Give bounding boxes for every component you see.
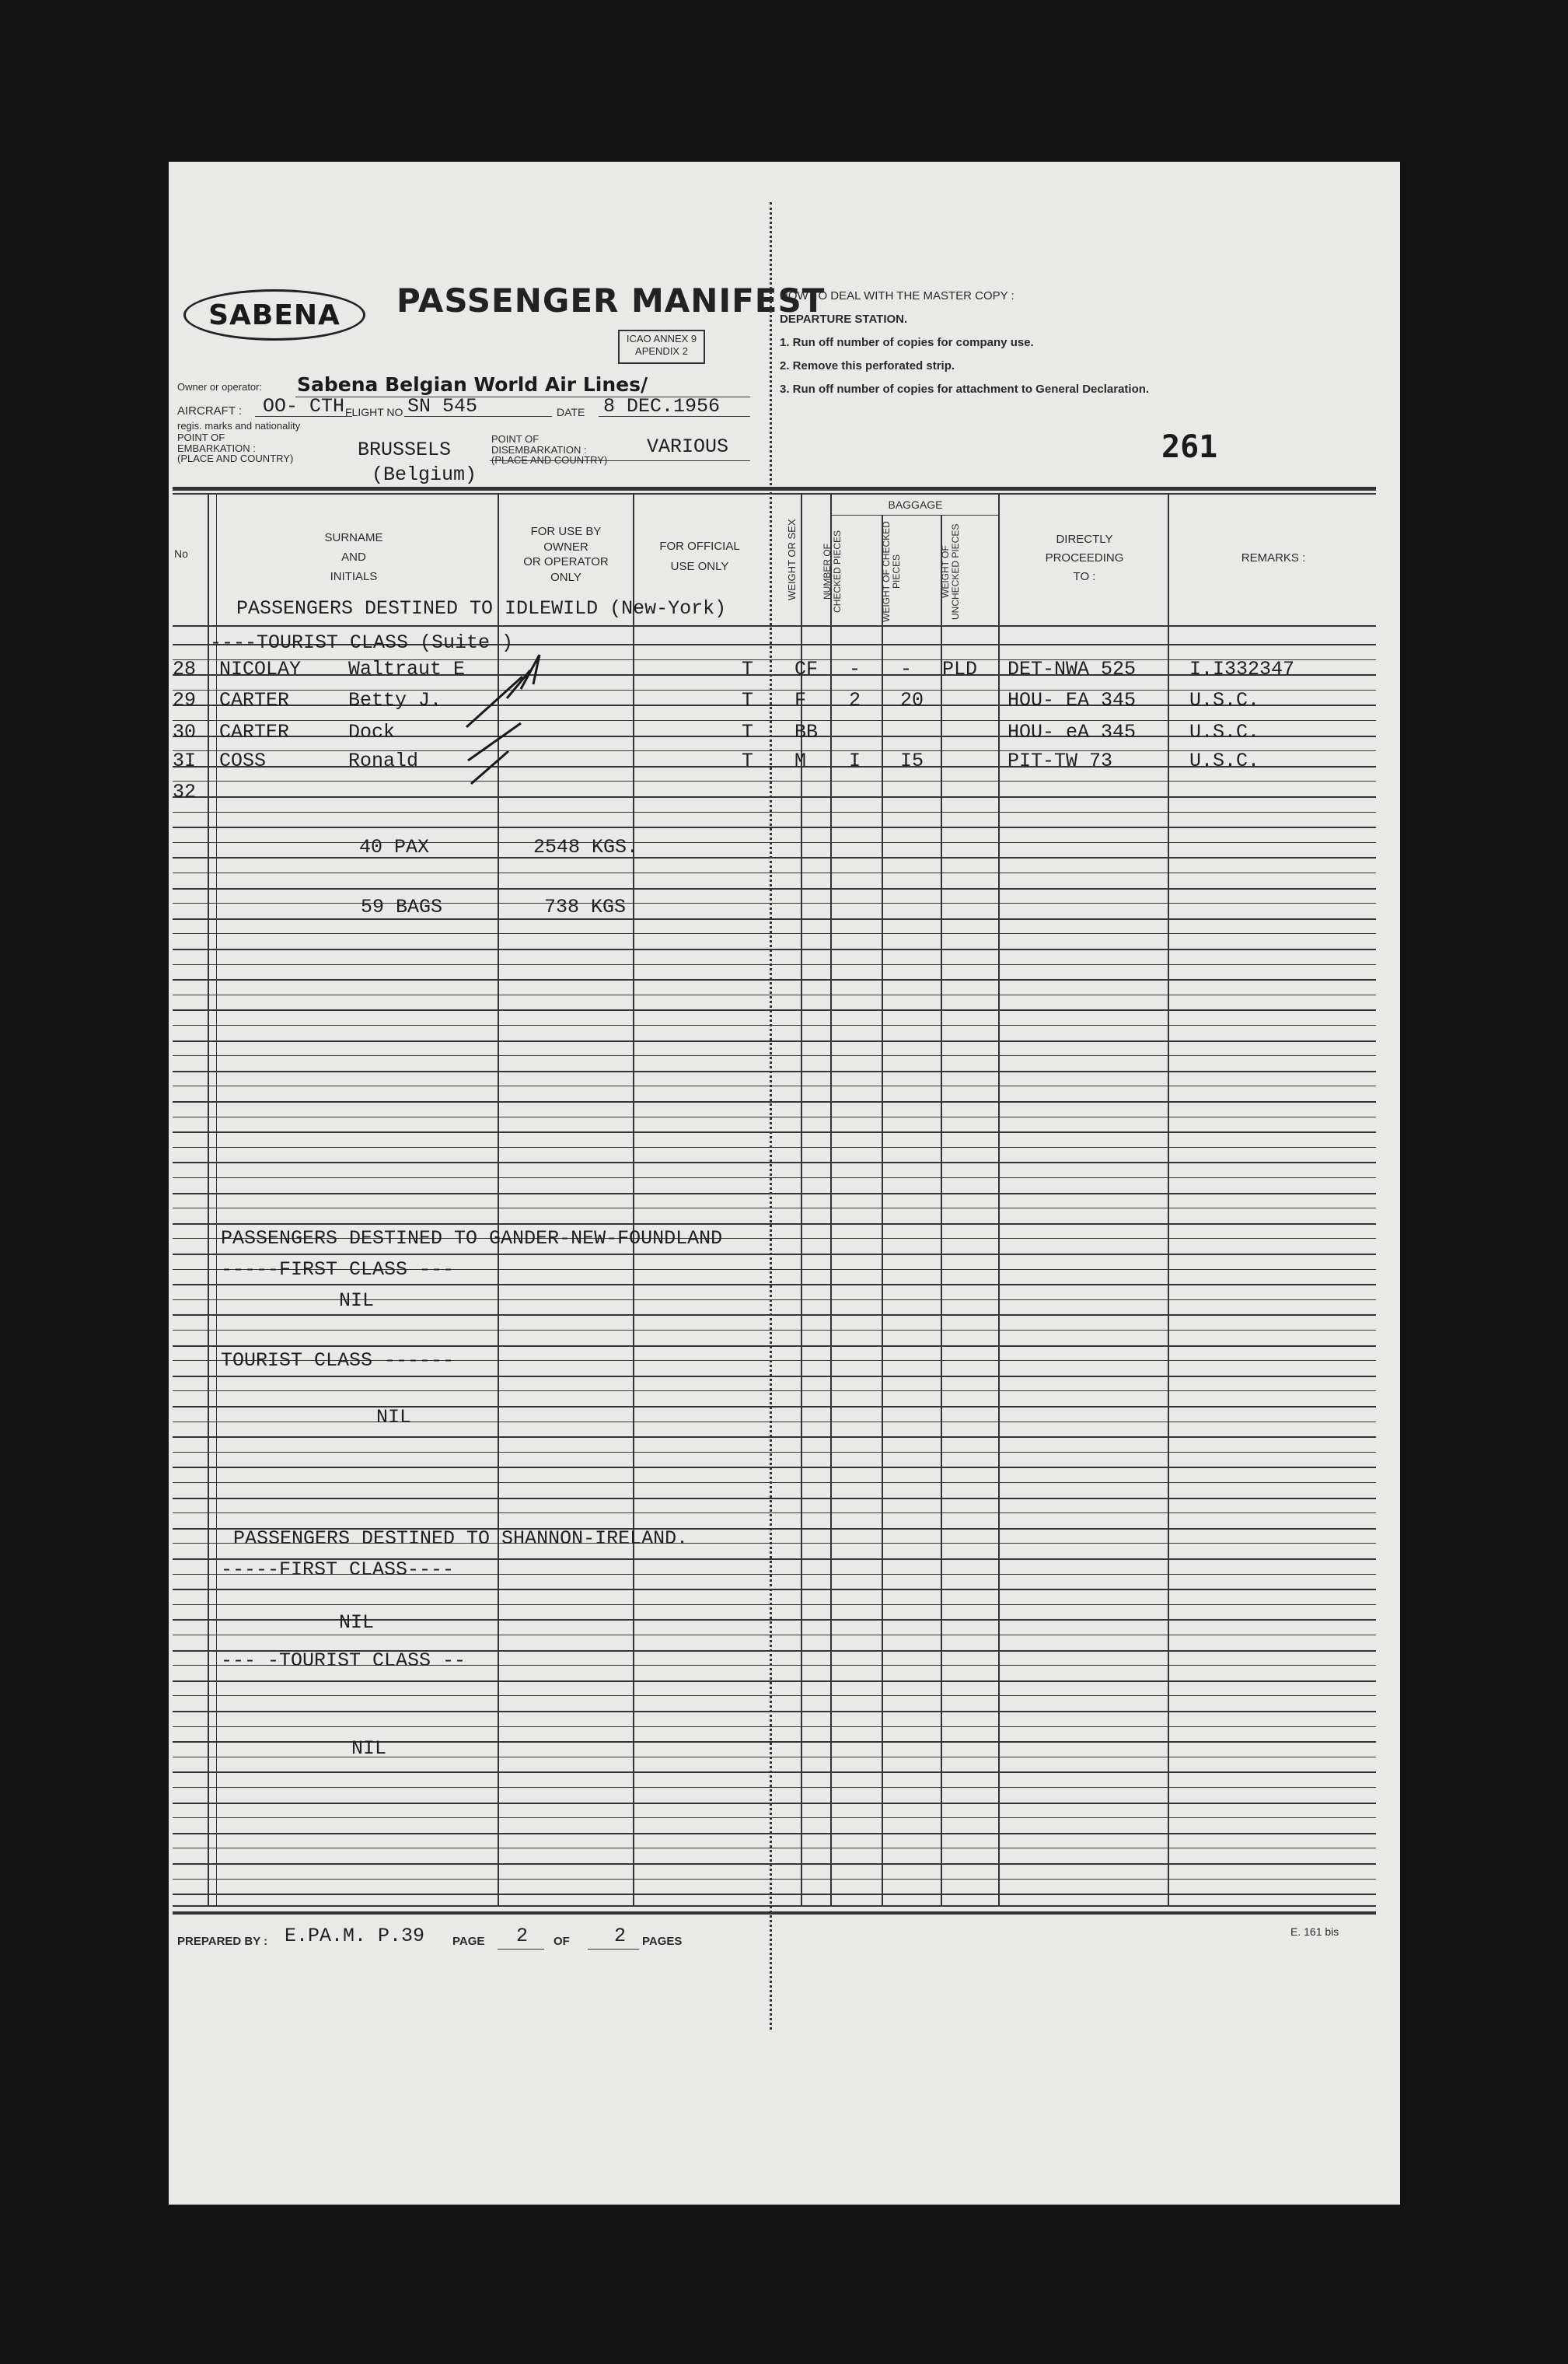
flight-value: SN 545 xyxy=(407,395,478,418)
total-pax: 40 PAX xyxy=(359,836,430,859)
baggage-weight: 20 xyxy=(900,689,924,712)
embark-label-3: (PLACE AND COUNTRY) xyxy=(177,453,294,465)
baggage-sub-rule xyxy=(830,515,998,516)
total-bags: 59 BAGS xyxy=(361,896,443,918)
of-underline xyxy=(588,1949,639,1950)
row-rule xyxy=(173,1147,1376,1148)
disembark-label-3: (PLACE AND COUNTRY) xyxy=(491,454,608,467)
disembark-label-1: POINT OF xyxy=(491,433,540,445)
row-rule xyxy=(173,1894,1376,1895)
of-label: OF xyxy=(554,1935,570,1948)
page-label: PAGE xyxy=(452,1935,485,1948)
perforation-line xyxy=(770,202,772,2030)
row-rule xyxy=(173,964,1376,965)
row-rule xyxy=(173,1833,1376,1834)
col-proceeding-2: PROCEEDING xyxy=(1045,551,1124,565)
table-bottom-rule-2 xyxy=(173,1911,1376,1915)
total-pax-weight: 2548 KGS. xyxy=(533,836,639,859)
col-owner-use-4: ONLY xyxy=(550,570,581,584)
of-value: 2 xyxy=(614,1925,627,1947)
passenger-surname: CARTER xyxy=(219,721,290,743)
passenger-sex: CF xyxy=(794,658,819,680)
shannon-first-nil: NIL xyxy=(339,1611,375,1634)
baggage-weight: - xyxy=(900,658,913,680)
col-no: No xyxy=(174,547,188,560)
embark-value: BRUSSELS xyxy=(358,439,452,461)
document-title: PASSENGER MANIFEST xyxy=(396,282,826,320)
row-rule xyxy=(173,812,1376,813)
row-rule xyxy=(173,1680,1376,1682)
baggage-pieces: - xyxy=(849,658,861,680)
row-rule xyxy=(173,1131,1376,1133)
row-rule xyxy=(173,781,1376,782)
passenger-given-name: Waltraut E xyxy=(348,658,466,680)
col-proceeding-1: DIRECTLY xyxy=(1056,533,1113,546)
row-rule xyxy=(173,1101,1376,1103)
row-rule xyxy=(173,1055,1376,1056)
shannon-heading: PASSENGERS DESTINED TO SHANNON-IRELAND. xyxy=(233,1527,689,1550)
col-surname-2: AND xyxy=(341,550,366,564)
instructions xyxy=(780,285,1149,401)
row-rule xyxy=(173,1376,1376,1377)
passenger-surname: CARTER xyxy=(219,689,290,712)
row-rule xyxy=(173,979,1376,981)
date-underline xyxy=(599,416,750,417)
row-rule xyxy=(173,1467,1376,1468)
aircraft-sublabel: regis. marks and nationality xyxy=(177,420,301,432)
row-rule xyxy=(173,827,1376,828)
row-rule xyxy=(173,1162,1376,1163)
manifest-sheet xyxy=(169,162,1400,2205)
baggage-unchecked: PLD xyxy=(942,658,978,680)
date-label: DATE xyxy=(557,406,585,418)
row-rule xyxy=(173,857,1376,859)
stamp-number: 261 xyxy=(1161,429,1218,465)
row-rule xyxy=(173,1695,1376,1696)
col-surname xyxy=(210,529,498,586)
logo-text: SABENA xyxy=(208,299,340,331)
aircraft-underline xyxy=(255,416,352,417)
col-owner-use xyxy=(499,524,633,585)
passenger-sex: F xyxy=(794,689,807,712)
row-rule xyxy=(173,1436,1376,1438)
passenger-sex: BB xyxy=(794,721,819,743)
passenger-class-mark: T xyxy=(742,658,754,680)
annex-box xyxy=(618,330,705,364)
row-rule xyxy=(173,1726,1376,1727)
row-rule xyxy=(173,1223,1376,1225)
baggage-pieces: I xyxy=(849,750,861,772)
pages-label: PAGES xyxy=(642,1935,683,1948)
proceeding-to: HOU- eA 345 xyxy=(1008,721,1137,743)
row-rule xyxy=(173,1711,1376,1712)
passenger-class-mark: T xyxy=(742,689,754,712)
flight-label: FLIGHT NO xyxy=(345,406,403,418)
table-top-rule xyxy=(173,487,1376,491)
instructions-line3: 3. Run off number of copies for attachment to General Declaration. xyxy=(780,383,1150,396)
flight-underline xyxy=(404,416,552,417)
instructions-line2: 2. Remove this perforated strip. xyxy=(780,359,955,372)
sabena-logo xyxy=(183,289,365,341)
baggage-pieces: 2 xyxy=(849,689,861,712)
row-rule xyxy=(173,1817,1376,1818)
row-rule xyxy=(173,1193,1376,1194)
col-owner-use-1: FOR USE BY xyxy=(530,525,602,538)
col-line-unchecked xyxy=(941,515,942,1905)
row-rule xyxy=(173,1589,1376,1590)
prepared-value: E.PA.M. P.39 xyxy=(285,1925,425,1947)
col-owner-use-2: OWNER xyxy=(543,540,588,554)
instructions-line0: DEPARTURE STATION. xyxy=(780,313,908,326)
row-rule xyxy=(173,842,1376,843)
gander-first-nil: NIL xyxy=(339,1289,375,1312)
row-rule xyxy=(173,1345,1376,1347)
passenger-remarks: U.S.C. xyxy=(1189,689,1260,712)
passenger-surname: NICOLAY xyxy=(219,658,302,680)
shannon-first-class: -----FIRST CLASS---- xyxy=(221,1558,455,1581)
gander-tourist-class: TOURIST CLASS ------ xyxy=(221,1349,455,1372)
row-rule xyxy=(173,1787,1376,1788)
prepared-label: PREPARED BY : xyxy=(177,1935,268,1948)
total-bags-weight: 738 KGS xyxy=(544,896,627,918)
owner-label: Owner or operator: xyxy=(177,381,263,393)
proceeding-to: DET-NWA 525 xyxy=(1008,658,1137,680)
col-proceeding xyxy=(1000,530,1169,586)
row-rule xyxy=(173,1512,1376,1513)
row-rule xyxy=(173,1498,1376,1499)
embark-value-country: (Belgium) xyxy=(372,463,477,486)
passenger-number: 30 xyxy=(173,721,197,743)
row-rule xyxy=(173,888,1376,890)
row-rule xyxy=(173,1863,1376,1865)
passenger-number: 28 xyxy=(173,658,197,680)
row-rule xyxy=(173,1009,1376,1011)
disembark-label-2: DISEMBARKATION : xyxy=(491,443,587,456)
col-surname-3: INITIALS xyxy=(330,569,378,583)
col-proceeding-3: TO : xyxy=(1073,570,1096,583)
row-rule xyxy=(173,796,1376,798)
col-weight-checked: WEIGHT OF CHECKED PIECES xyxy=(881,521,903,622)
page-value: 2 xyxy=(516,1925,529,1947)
form-code: E. 161 bis xyxy=(1290,1925,1339,1938)
aircraft-value: OO- CTH xyxy=(263,395,345,418)
col-num-checked: NUMBER OF CHECKED PIECES xyxy=(822,530,843,614)
section1-class: ----TOURIST CLASS (Suite ) xyxy=(210,631,514,654)
shannon-tourist-class: --- -TOURIST CLASS -- xyxy=(221,1649,466,1672)
col-baggage: BAGGAGE xyxy=(888,498,943,511)
row32-number: 32 xyxy=(173,781,197,803)
embark-label xyxy=(177,432,293,464)
col-official xyxy=(634,537,765,576)
row-rule xyxy=(173,1406,1376,1408)
row-rule xyxy=(173,933,1376,934)
passenger-given-name: Ronald xyxy=(348,750,419,772)
passenger-class-mark: T xyxy=(742,750,754,772)
gander-first-class: -----FIRST CLASS --- xyxy=(221,1258,455,1281)
instructions-title: HOW TO DEAL WITH THE MASTER COPY : xyxy=(780,289,1014,302)
col-official-2: USE ONLY xyxy=(670,559,729,573)
disembark-underline xyxy=(490,460,750,461)
row-rule xyxy=(173,1025,1376,1026)
row-rule xyxy=(173,1284,1376,1285)
instructions-line1: 1. Run off number of copies for company use. xyxy=(780,336,1034,349)
table-bottom-rule xyxy=(173,1905,1376,1907)
row-rule xyxy=(173,1482,1376,1483)
col-remarks: REMARKS : xyxy=(1241,551,1306,565)
owner-value: Sabena Belgian World Air Lines/ xyxy=(297,373,648,396)
row-rule xyxy=(173,1771,1376,1773)
aircraft-label: AIRCRAFT : xyxy=(177,404,243,418)
appendix-label: APENDIX 2 xyxy=(635,344,688,357)
passenger-remarks: U.S.C. xyxy=(1189,721,1260,743)
col-weight-unchecked: WEIGHT OF UNCHECKED PIECES xyxy=(940,523,962,620)
row-rule xyxy=(173,1071,1376,1072)
table-top-rule-2 xyxy=(173,493,1376,495)
date-value: 8 DEC.1956 xyxy=(603,395,721,418)
row-rule xyxy=(173,1604,1376,1605)
row-rule xyxy=(173,1879,1376,1880)
row-rule xyxy=(173,1040,1376,1042)
proceeding-to: HOU- EA 345 xyxy=(1008,689,1137,712)
row-rule xyxy=(173,1390,1376,1391)
col-line-wchecked xyxy=(882,515,883,1905)
col-official-1: FOR OFFICIAL xyxy=(659,540,740,553)
row-rule xyxy=(173,918,1376,920)
shannon-tourist-nil: NIL xyxy=(351,1737,387,1760)
passenger-sex: M xyxy=(794,750,807,772)
handwritten-checkmarks xyxy=(459,653,575,785)
row-rule xyxy=(173,1452,1376,1453)
disembark-value: VARIOUS xyxy=(647,435,729,458)
proceeding-to: PIT-TW 73 xyxy=(1008,750,1113,772)
section1-heading: PASSENGERS DESTINED TO IDLEWILD (New-York) xyxy=(236,597,727,620)
annex-label: ICAO ANNEX 9 xyxy=(626,333,697,344)
embark-label-2: EMBARKATION : xyxy=(177,442,256,454)
passenger-given-name: Betty J. xyxy=(348,689,442,712)
passenger-number: 3I xyxy=(173,750,197,772)
header-bottom-rule xyxy=(173,625,1376,627)
gander-tourist-nil: NIL xyxy=(376,1406,412,1429)
col-surname-1: SURNAME xyxy=(324,531,383,544)
row-rule xyxy=(173,903,1376,904)
baggage-weight: I5 xyxy=(900,750,924,772)
col-owner-use-3: OR OPERATOR xyxy=(523,555,609,568)
row-rule xyxy=(173,949,1376,950)
row-rule xyxy=(173,1803,1376,1804)
embark-label-1: POINT OF xyxy=(177,432,225,443)
passenger-surname: COSS xyxy=(219,750,267,772)
page-underline xyxy=(498,1949,544,1950)
passenger-class-mark: T xyxy=(742,721,754,743)
passenger-number: 29 xyxy=(173,689,197,712)
row-rule xyxy=(173,1177,1376,1178)
row-rule xyxy=(173,1330,1376,1331)
col-weight-sex: WEIGHT OR SEX xyxy=(786,519,798,601)
passenger-remarks: I.I332347 xyxy=(1189,658,1295,680)
row-rule xyxy=(173,1314,1376,1316)
passenger-remarks: U.S.C. xyxy=(1189,750,1260,772)
gander-heading: PASSENGERS DESTINED TO GANDER-NEW-FOUNDLAND xyxy=(221,1227,723,1250)
row-rule xyxy=(173,1254,1376,1255)
passenger-given-name: Dock xyxy=(348,721,396,743)
